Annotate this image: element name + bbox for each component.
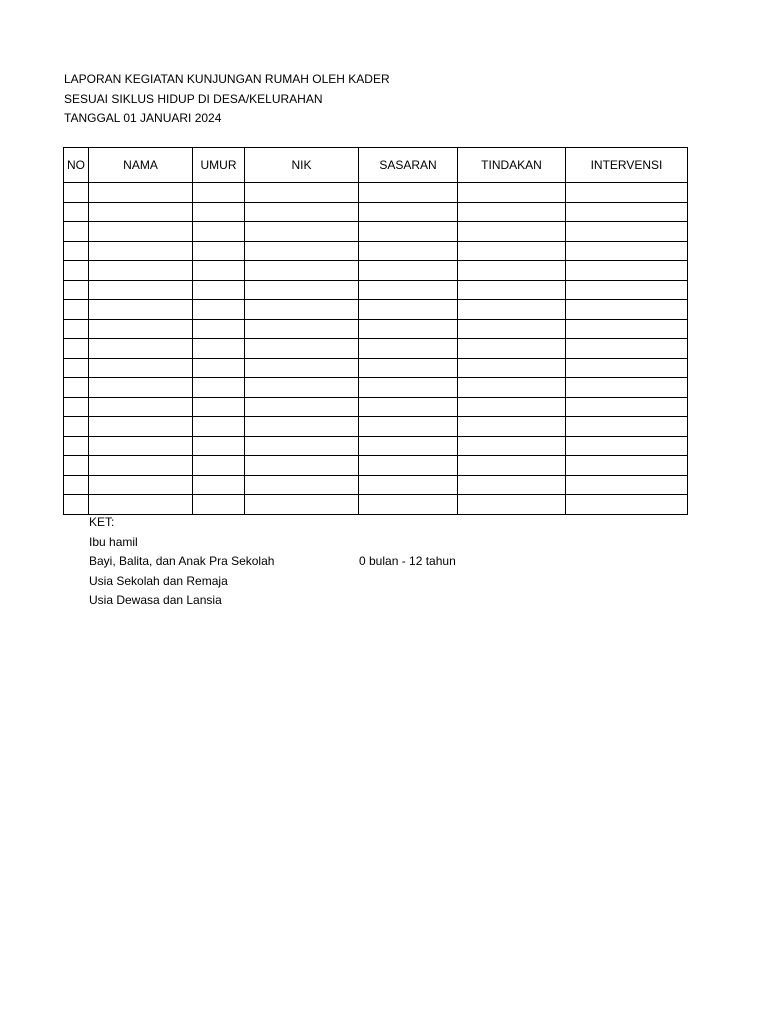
table-cell-umur[interactable] (193, 280, 245, 300)
table-cell-nik[interactable] (245, 378, 359, 398)
table-cell-intervensi[interactable] (566, 417, 688, 437)
table-cell-umur[interactable] (193, 339, 245, 359)
table-cell-sasaran[interactable] (359, 183, 458, 203)
table-cell-tindakan[interactable] (458, 495, 566, 515)
ket-item-usia-dewasa (89, 591, 274, 611)
table-row (64, 339, 688, 359)
table-cell-umur[interactable] (193, 495, 245, 515)
table-cell-nik[interactable] (245, 241, 359, 261)
table-cell-intervensi[interactable] (566, 358, 688, 378)
report-title: LAPORAN KEGIATAN KUNJUNGAN RUMAH OLEH KADER (64, 72, 390, 86)
table-cell-sasaran[interactable] (359, 397, 458, 417)
table-header-row (64, 148, 688, 183)
table-cell-nik[interactable] (245, 202, 359, 222)
table-cell-nama[interactable] (89, 300, 193, 320)
table-cell-nama[interactable] (89, 222, 193, 242)
table-cell-umur[interactable] (193, 475, 245, 495)
table-cell-tindakan[interactable] (458, 417, 566, 437)
table-cell-intervensi[interactable] (566, 319, 688, 339)
ket-item-bayi-balita (89, 552, 456, 572)
table-cell-no[interactable] (64, 241, 89, 261)
table-cell-no[interactable] (64, 183, 89, 203)
table-cell-tindakan[interactable] (458, 436, 566, 456)
table-cell-sasaran[interactable] (359, 202, 458, 222)
table-cell-tindakan[interactable] (458, 280, 566, 300)
table-row (64, 241, 688, 261)
table-cell-umur[interactable] (193, 241, 245, 261)
table-cell-nik[interactable] (245, 280, 359, 300)
table-row (64, 202, 688, 222)
table-cell-nama[interactable] (89, 319, 193, 339)
table-cell-nama[interactable] (89, 280, 193, 300)
table-cell-nama[interactable] (89, 241, 193, 261)
table-cell-no[interactable] (64, 378, 89, 398)
table-cell-no[interactable] (64, 495, 89, 515)
ket-item-label: Bayi, Balita, dan Anak Pra Sekolah (89, 554, 275, 568)
table-cell-nik[interactable] (245, 183, 359, 203)
table-cell-nik[interactable] (245, 417, 359, 437)
table-cell-no[interactable] (64, 261, 89, 281)
table-row (64, 495, 688, 515)
table-row (64, 378, 688, 398)
table-cell-nama[interactable] (89, 397, 193, 417)
table-cell-intervensi[interactable] (566, 378, 688, 398)
table-cell-umur[interactable] (193, 397, 245, 417)
table-cell-nik[interactable] (245, 319, 359, 339)
table-cell-nama[interactable] (89, 495, 193, 515)
table-cell-nama[interactable] (89, 475, 193, 495)
column-header-nama: NAMA (89, 148, 193, 183)
column-header-nik: NIK (245, 148, 359, 183)
column-header-no: NO (64, 148, 89, 183)
table-cell-umur[interactable] (193, 319, 245, 339)
table-cell-umur[interactable] (193, 456, 245, 476)
table-cell-no[interactable] (64, 456, 89, 476)
table-body (64, 183, 688, 515)
table-cell-nama[interactable] (89, 261, 193, 281)
table-cell-tindakan[interactable] (458, 241, 566, 261)
table-cell-intervensi[interactable] (566, 183, 688, 203)
table-cell-umur[interactable] (193, 417, 245, 437)
table-cell-umur[interactable] (193, 202, 245, 222)
column-header-sasaran: SASARAN (359, 148, 458, 183)
table-row (64, 261, 688, 281)
table-cell-sasaran[interactable] (359, 222, 458, 242)
column-header-tindakan: TINDAKAN (458, 148, 566, 183)
table-cell-tindakan[interactable] (458, 183, 566, 203)
table-cell-nik[interactable] (245, 261, 359, 281)
table-cell-no[interactable] (64, 417, 89, 437)
table-cell-nik[interactable] (245, 222, 359, 242)
table-cell-sasaran[interactable] (359, 300, 458, 320)
ket-item-usia-sekolah (89, 572, 274, 592)
table-row (64, 300, 688, 320)
ket-legend (89, 513, 456, 611)
table-cell-tindakan[interactable] (458, 261, 566, 281)
table-cell-sasaran[interactable] (359, 280, 458, 300)
ket-item-label: Ibu hamil (89, 534, 138, 549)
table-cell-intervensi[interactable] (566, 261, 688, 281)
table-cell-sasaran[interactable] (359, 456, 458, 476)
table-cell-nik[interactable] (245, 495, 359, 515)
table-row (64, 456, 688, 476)
report-header (64, 70, 390, 129)
table-cell-nama[interactable] (89, 339, 193, 359)
table-cell-no[interactable] (64, 300, 89, 320)
table-cell-no[interactable] (64, 280, 89, 300)
table-cell-umur[interactable] (193, 378, 245, 398)
table-row (64, 417, 688, 437)
ket-item-ibu-hamil (89, 533, 274, 553)
report-date: TANGGAL 01 JANUARI 2024 (64, 111, 222, 125)
table-cell-tindakan[interactable] (458, 456, 566, 476)
table-row (64, 475, 688, 495)
table-cell-no[interactable] (64, 358, 89, 378)
table-cell-sasaran[interactable] (359, 436, 458, 456)
table-row (64, 358, 688, 378)
table-cell-sasaran[interactable] (359, 378, 458, 398)
table-cell-intervensi[interactable] (566, 475, 688, 495)
table-cell-umur[interactable] (193, 183, 245, 203)
table-cell-intervensi[interactable] (566, 436, 688, 456)
table-cell-intervensi[interactable] (566, 300, 688, 320)
table-cell-tindakan[interactable] (458, 319, 566, 339)
column-header-intervensi: INTERVENSI (566, 148, 688, 183)
table-cell-nik[interactable] (245, 475, 359, 495)
table-cell-nik[interactable] (245, 358, 359, 378)
table-cell-no[interactable] (64, 436, 89, 456)
table-cell-nik[interactable] (245, 339, 359, 359)
column-header-umur: UMUR (193, 148, 245, 183)
table-cell-nama[interactable] (89, 378, 193, 398)
table-cell-sasaran[interactable] (359, 475, 458, 495)
table-cell-nama[interactable] (89, 436, 193, 456)
ket-age-range: 0 bulan - 12 tahun (359, 554, 456, 568)
table-cell-umur[interactable] (193, 261, 245, 281)
table-cell-sasaran[interactable] (359, 495, 458, 515)
table-cell-sasaran[interactable] (359, 358, 458, 378)
table-cell-intervensi[interactable] (566, 280, 688, 300)
table-cell-nama[interactable] (89, 456, 193, 476)
table-cell-nama[interactable] (89, 183, 193, 203)
table-row (64, 183, 688, 203)
table-cell-no[interactable] (64, 319, 89, 339)
table-cell-nik[interactable] (245, 456, 359, 476)
table-row (64, 436, 688, 456)
table-row (64, 319, 688, 339)
table-cell-nik[interactable] (245, 300, 359, 320)
table-cell-no[interactable] (64, 397, 89, 417)
table-cell-tindakan[interactable] (458, 202, 566, 222)
table-cell-tindakan[interactable] (458, 222, 566, 242)
table-cell-intervensi[interactable] (566, 241, 688, 261)
table-cell-umur[interactable] (193, 300, 245, 320)
table-cell-nik[interactable] (245, 397, 359, 417)
table-cell-nama[interactable] (89, 417, 193, 437)
table-cell-sasaran[interactable] (359, 319, 458, 339)
table-cell-nama[interactable] (89, 202, 193, 222)
table-cell-sasaran[interactable] (359, 417, 458, 437)
visit-report-table (63, 147, 688, 515)
table-cell-umur[interactable] (193, 436, 245, 456)
table-cell-intervensi[interactable] (566, 495, 688, 515)
table-cell-tindakan[interactable] (458, 300, 566, 320)
table-cell-sasaran[interactable] (359, 261, 458, 281)
table-cell-no[interactable] (64, 475, 89, 495)
table-row (64, 222, 688, 242)
table-cell-tindakan[interactable] (458, 358, 566, 378)
ket-label: KET: (89, 515, 115, 529)
table-cell-intervensi[interactable] (566, 202, 688, 222)
table-cell-intervensi[interactable] (566, 456, 688, 476)
table-cell-intervensi[interactable] (566, 397, 688, 417)
table-row (64, 397, 688, 417)
table-cell-tindakan[interactable] (458, 339, 566, 359)
table-cell-nama[interactable] (89, 358, 193, 378)
table-cell-tindakan[interactable] (458, 475, 566, 495)
table-cell-sasaran[interactable] (359, 241, 458, 261)
table-cell-no[interactable] (64, 222, 89, 242)
table-cell-umur[interactable] (193, 358, 245, 378)
table-cell-no[interactable] (64, 339, 89, 359)
report-subtitle: SESUAI SIKLUS HIDUP DI DESA/KELURAHAN (64, 91, 323, 106)
table-cell-intervensi[interactable] (566, 222, 688, 242)
table-cell-no[interactable] (64, 202, 89, 222)
table-row (64, 280, 688, 300)
table-cell-tindakan[interactable] (458, 397, 566, 417)
ket-item-label: Usia Sekolah dan Remaja (89, 573, 228, 588)
table-cell-tindakan[interactable] (458, 378, 566, 398)
table-cell-umur[interactable] (193, 222, 245, 242)
table-cell-nik[interactable] (245, 436, 359, 456)
ket-item-label: Usia Dewasa dan Lansia (89, 593, 222, 607)
table-cell-intervensi[interactable] (566, 339, 688, 359)
table-cell-sasaran[interactable] (359, 339, 458, 359)
